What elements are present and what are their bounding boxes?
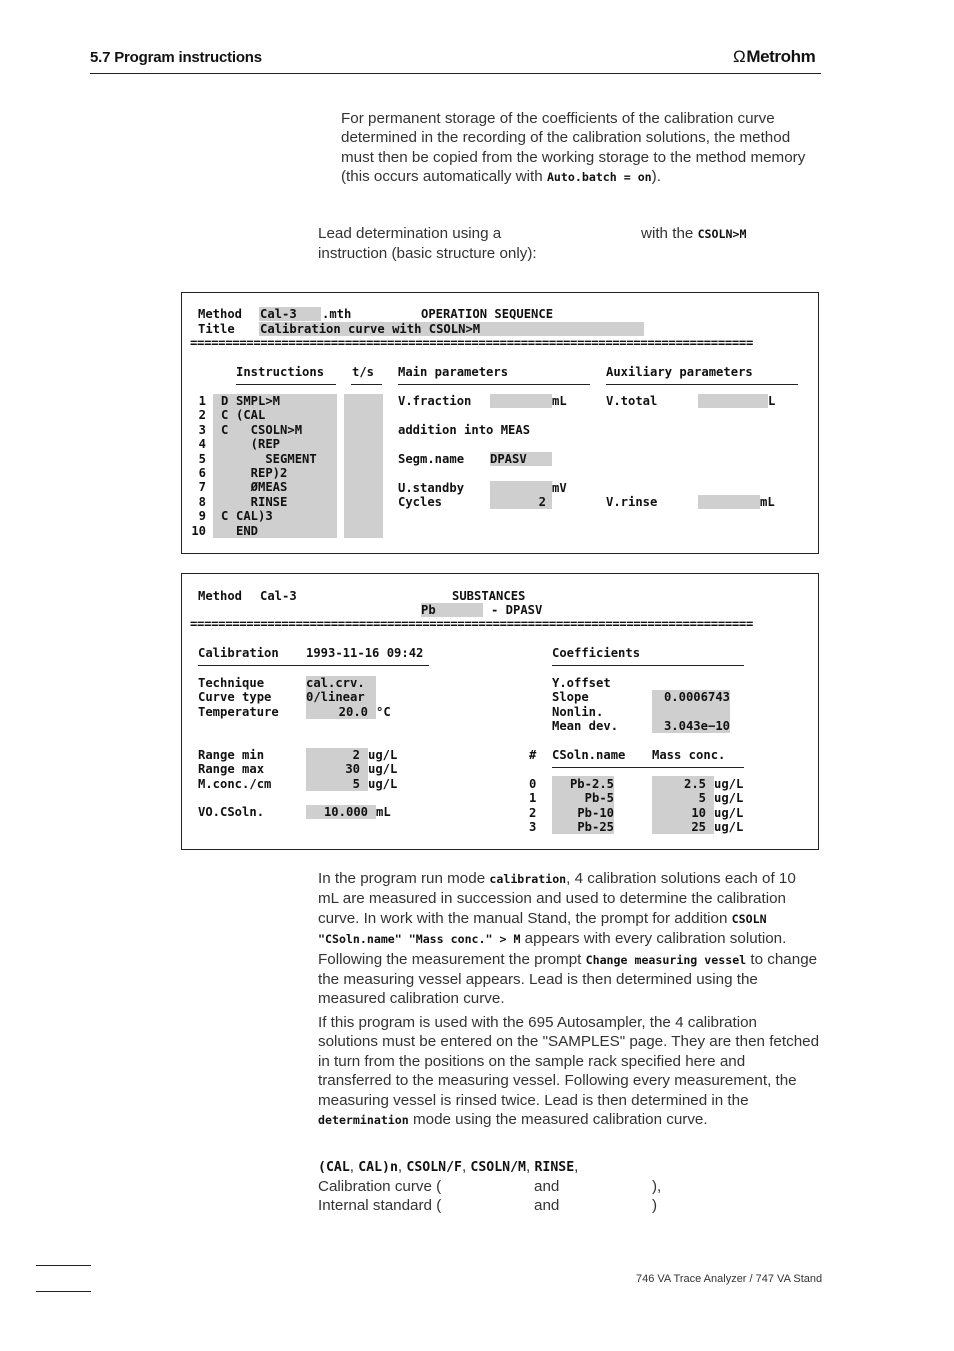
slope-value: 0.0006743: [663, 690, 730, 704]
separator: ================================================================================: [190, 617, 754, 631]
col-rule: [398, 384, 590, 385]
technique-label: Technique: [198, 676, 265, 690]
mconc-label: M.conc./cm: [198, 777, 272, 791]
paragraph-calibration-mode: In the program run mode calibration, 4 calibration solutions each of 10 mL are measured in succession and used to determine the calibration curve. In work with the manual Stand, the prompt for addition CSOLN "CSoln.name" "Mass conc." > M appears with every calibration solution. Following the measurement the prompt Change measuring vessel to change the measuring vessel appears. Lead is then determined using the measured calibration curve.: [318, 870, 818, 1008]
calibration-label: Calibration: [198, 646, 279, 660]
rangemax-value[interactable]: 30: [345, 762, 360, 776]
vrinse-field[interactable]: [698, 495, 760, 509]
temperature-label: Temperature: [198, 705, 279, 719]
line-flag: C: [221, 422, 229, 437]
col-ts: t/s: [352, 365, 375, 379]
vrinse-label: V.rinse: [606, 495, 658, 509]
yoffset-label: Y.offset: [552, 676, 611, 690]
ts-column-bg: [344, 394, 383, 538]
example-line1: Lead determination using a: [318, 225, 502, 242]
temperature-unit: °C: [376, 705, 391, 719]
vocsoln-unit: mL: [376, 805, 391, 819]
code-csoln-prompt: CSOLN "CSoln.name" "Mass conc." > M: [318, 911, 767, 947]
line-instruction[interactable]: CAL)3: [236, 509, 273, 524]
see-also-internal-end: ): [652, 1197, 658, 1214]
line-instruction[interactable]: CSOLN>M: [236, 422, 303, 437]
vtotal-label: V.total: [606, 394, 658, 408]
vfraction-field[interactable]: [490, 394, 552, 408]
line-instruction[interactable]: SEGMENT: [236, 451, 317, 466]
line-flag: C: [221, 509, 229, 524]
line-flag: C: [221, 408, 229, 423]
link-csoln-f[interactable]: CSOLN/F: [406, 1160, 462, 1175]
csoln-name[interactable]: Pb-5: [584, 791, 614, 805]
link-rinse[interactable]: RINSE: [534, 1160, 575, 1175]
vocsoln-label: VO.CSoln.: [198, 805, 265, 819]
temperature-value[interactable]: 20.0: [338, 705, 368, 719]
csoln-index: 0: [529, 777, 537, 791]
line-instruction[interactable]: END: [236, 523, 259, 538]
screen-title: OPERATION SEQUENCE: [421, 307, 554, 321]
col-rule: [236, 384, 336, 385]
link-cal-close[interactable]: CAL)n: [358, 1160, 398, 1175]
col-rule: [606, 384, 798, 385]
substance-value: Pb: [421, 603, 436, 617]
ustandby-unit: mV: [552, 481, 567, 495]
omega-icon: Ω: [733, 47, 746, 66]
see-also-internal-standard: Internal standard (: [318, 1197, 442, 1214]
line-instruction[interactable]: REP)2: [236, 466, 288, 480]
line-number: 6: [198, 466, 206, 480]
curvetype-value[interactable]: 0/linear: [306, 690, 365, 704]
nonlin-label: Nonlin.: [552, 705, 604, 719]
see-also-calibration: Calibration curve (: [318, 1178, 442, 1195]
example-code: CSOLN>M: [697, 227, 747, 241]
col-main: Main parameters: [398, 365, 509, 379]
csoln-unit: ug/L: [714, 806, 744, 820]
operation-sequence-screen: [181, 292, 819, 554]
col-instructions: Instructions: [236, 365, 325, 379]
method-label: Method: [198, 589, 243, 603]
section-rule: [198, 665, 429, 666]
csoln-name[interactable]: Pb-2.5: [569, 777, 614, 791]
line-number: 4: [198, 437, 206, 452]
col-rule: [351, 384, 382, 385]
vfraction-label: V.fraction: [398, 394, 472, 408]
rangemin-unit: ug/L: [368, 748, 398, 762]
coefficients-label: Coefficients: [552, 646, 641, 660]
intro-paragraph: For permanent storage of the coefficients of the calibration curve determined in the recording of the calibration solutions, the method must then be copied from the working storage to the method memory (this occurs automatically with Auto.batch = on).: [341, 110, 806, 186]
header-divider: [90, 73, 821, 74]
section-header: 5.7 Program instructions: [90, 49, 262, 66]
rangemax-unit: ug/L: [368, 762, 398, 776]
csoln-unit: ug/L: [714, 791, 744, 805]
line-number: 2: [198, 408, 206, 423]
see-also-internal-and: and: [534, 1197, 560, 1214]
meandev-value: 3.043e−10: [663, 719, 730, 733]
segm-label: Segm.name: [398, 452, 465, 466]
calibration-date: 1993-11-16 09:42: [306, 646, 424, 660]
code-change-vessel: Change measuring vessel: [585, 952, 747, 967]
csoln-conc[interactable]: 2.5: [683, 777, 706, 791]
substance-technique: - DPASV: [491, 603, 543, 617]
csoln-index: 3: [529, 820, 537, 834]
method-ext: .mth: [322, 307, 352, 321]
line-instruction[interactable]: ØMEAS: [236, 480, 288, 495]
logo-text: Metrohm: [746, 47, 816, 66]
meandev-label: Mean dev.: [552, 719, 619, 733]
csoln-conc[interactable]: 25: [691, 820, 706, 834]
rangemax-label: Range max: [198, 762, 265, 776]
link-cal-open[interactable]: (CAL: [318, 1160, 350, 1175]
section-rule: [552, 767, 744, 768]
footer-rule-bottom: [36, 1291, 91, 1292]
paragraph-autosampler: If this program is used with the 695 Autosampler, the 4 calibration solutions must be entered on the "SAMPLES" page. They are then fetched in turn from the positions on the sample rack specified here and transferred to the measuring vessel. Following every measurement, the measuring vessel is rinsed twice. Lead is then determined in the determination mode using the measured calibration curve.: [318, 1014, 820, 1129]
hash-label: #: [529, 748, 537, 762]
section-rule: [552, 665, 744, 666]
vrinse-unit: mL: [760, 495, 775, 509]
curvetype-label: Curve type: [198, 690, 272, 704]
ustandby-label: U.standby: [398, 481, 465, 495]
intro-code: Auto.batch = on: [546, 170, 652, 185]
see-also-codes: (CAL, CAL)n, CSOLN/F, CSOLN/M, RINSE,: [318, 1158, 579, 1175]
mass-conc-label: Mass conc.: [652, 748, 726, 762]
code-calibration: calibration: [489, 872, 567, 886]
cycles-value: 2: [538, 495, 546, 509]
addition-text: addition into MEAS: [398, 423, 531, 437]
csoln-conc[interactable]: 10: [691, 806, 706, 820]
see-also-calibration-end: ),: [652, 1178, 662, 1195]
csoln-index: 2: [529, 806, 537, 820]
mconc-value[interactable]: 5: [352, 777, 360, 791]
line-number: 3: [198, 422, 206, 437]
line-number: 7: [198, 480, 206, 495]
footer-rule-top: [36, 1265, 91, 1266]
cycles-label: Cycles: [398, 495, 443, 509]
csoln-name[interactable]: Pb-25: [577, 820, 614, 834]
csoln-conc[interactable]: 5: [698, 791, 706, 805]
line-number: 9: [198, 509, 206, 524]
separator: ================================================================================: [190, 336, 754, 350]
line-number: 5: [198, 451, 206, 466]
title-value: Calibration curve with CSOLN>M: [260, 322, 481, 336]
code-determination: determination: [318, 1113, 409, 1128]
substances-screen: [181, 573, 819, 850]
vtotal-unit: L: [768, 394, 776, 408]
see-also-calibration-and: and: [534, 1178, 560, 1195]
line-number: 1: [198, 394, 206, 408]
csoln-name[interactable]: Pb-10: [577, 806, 614, 820]
title-label: Title: [198, 322, 235, 336]
vfraction-unit: mL: [552, 394, 567, 408]
example-line2: instruction (basic structure only):: [318, 245, 537, 262]
slope-label: Slope: [552, 690, 589, 704]
line-instruction[interactable]: RINSE: [236, 494, 288, 509]
mconc-unit: ug/L: [368, 777, 398, 791]
rangemin-value[interactable]: 2: [352, 748, 360, 762]
line-instruction[interactable]: (CAL: [236, 408, 266, 423]
segm-value: DPASV: [490, 452, 527, 466]
csoln-index: 1: [529, 791, 537, 805]
metrohm-logo: [733, 47, 815, 67]
footer-product: 746 VA Trace Analyzer / 747 VA Stand: [636, 1273, 823, 1285]
csoln-unit: ug/L: [714, 777, 744, 791]
line-flag: D: [221, 394, 229, 408]
csoln-name-label: CSoln.name: [552, 748, 626, 762]
method-label: Method: [198, 307, 243, 321]
vocsoln-value[interactable]: 10.000: [323, 805, 368, 819]
example-with: with the CSOLN>M: [641, 225, 747, 242]
line-number: 10: [191, 523, 206, 538]
col-aux: Auxiliary parameters: [606, 365, 753, 379]
csoln-unit: ug/L: [714, 820, 744, 834]
technique-value[interactable]: cal.crv.: [306, 676, 365, 690]
line-instruction[interactable]: (REP: [236, 437, 281, 452]
line-number: 8: [198, 494, 206, 509]
screen-title: SUBSTANCES: [452, 589, 526, 603]
method-value: Cal-3: [260, 307, 297, 321]
vtotal-field[interactable]: [698, 394, 768, 408]
method-value: Cal-3: [260, 589, 297, 603]
line-instruction[interactable]: SMPL>M: [236, 394, 281, 408]
rangemin-label: Range min: [198, 748, 265, 762]
link-csoln-m[interactable]: CSOLN/M: [470, 1160, 526, 1175]
